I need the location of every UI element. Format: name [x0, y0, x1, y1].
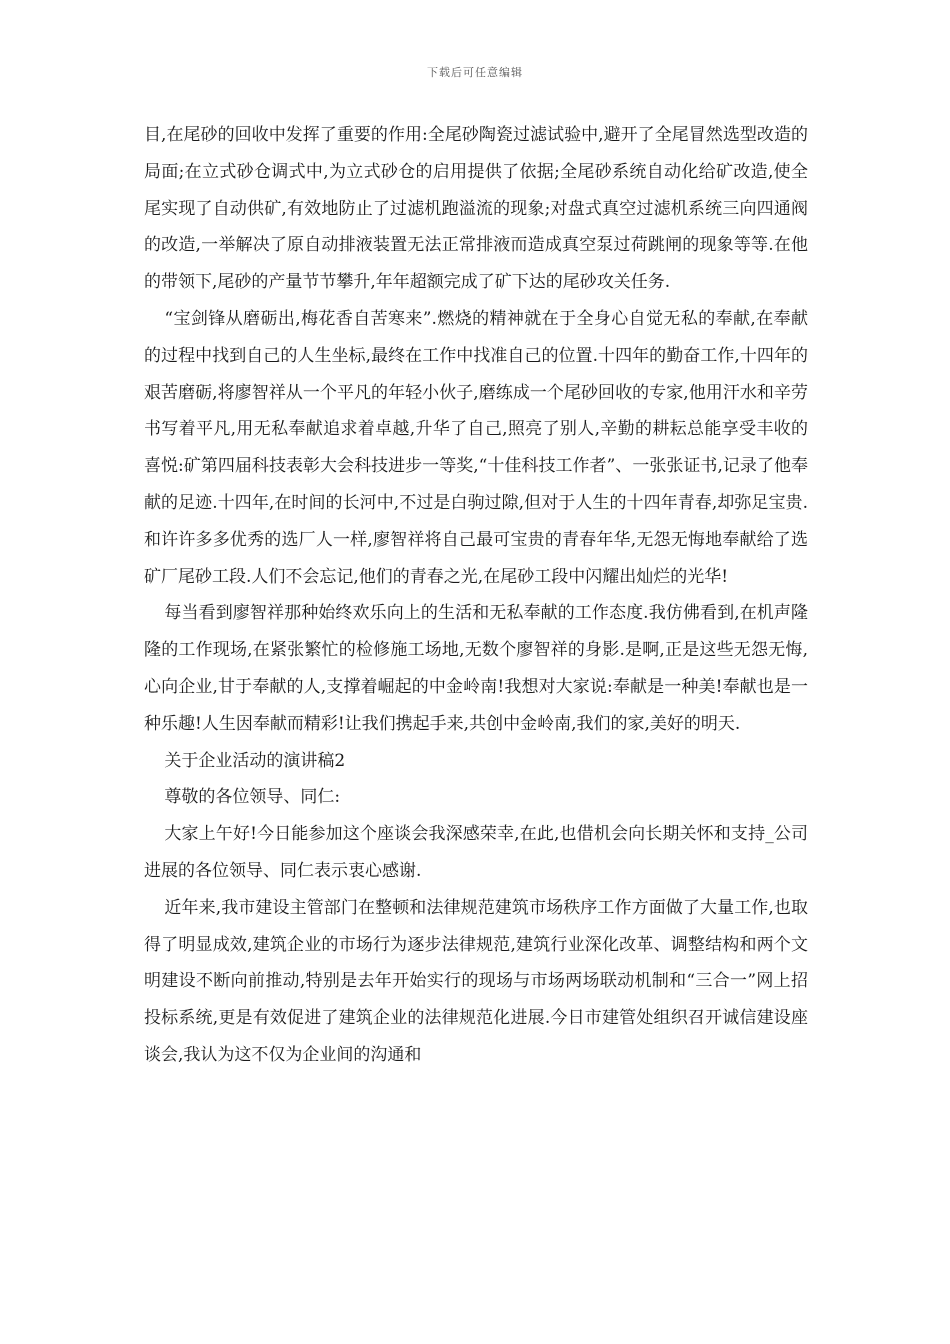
document-body: [144, 117, 808, 1074]
speech-title: 关于企业活动的演讲稿2: [164, 750, 346, 771]
page-header: 下载后可任意编辑: [427, 66, 523, 79]
paragraph-recent-years: 近年来,我市建设主管部门在整顿和法律规范建筑市场秩序工作方面做了大量工作,也取得了明显成效,建筑企业的市场行为逐步法律规范,建筑行业深化改革、调整结构和两个文明建设不断向前推动,特别是去年开始实行的现场与市场两场联动机制和“三合一”网上招投标系统,更是有效促进了建筑企业的法律规范化进展.今日市建管处组织召开诚信建设座谈会,我认为这不仅为企业间的沟通和: [144, 897, 808, 1065]
speech-salutation: 尊敬的各位领导、同仁:: [164, 787, 341, 808]
paragraph-greeting: 大家上午好!今日能参加这个座谈会我深感荣幸,在此,也借机会向长期关怀和支持_公司进展的各位领导、同仁表示衷心感谢.: [144, 824, 808, 881]
paragraph-quote: “宝剑锋从磨砺出,梅花香自苦寒来”.燃烧的精神就在于全身心自觉无私的奉献,在奉献的过程中找到自己的人生坐标,最终在工作中找准自己的位置.十四年的勤奋工作,十四年的艰苦磨砺,将廖智祥从一个平凡的年轻小伙子,磨练成一个尾砂回收的专家,他用汗水和辛劳书写着平凡,用无私奉献追求着卓越,升华了自己,照亮了别人,辛勤的耕耘总能享受丰收的喜悦:矿第四届科技表彰大会科技进步一等奖,“十佳科技工作者”、一张张证书,记录了他奉献的足迹.十四年,在时间的长河中,不过是白驹过隙,但对于人生的十四年青春,却弥足宝贵.和许许多多优秀的选厂人一样,廖智祥将自己最可宝贵的青春年华,无怨无悔地奉献给了选矿厂尾砂工段.人们不会忘记,他们的青春之光,在尾砂工段中闪耀出灿烂的光华!: [144, 308, 808, 587]
paragraph-dedication: 每当看到廖智祥那种始终欢乐向上的生活和无私奉献的工作态度.我仿佛看到,在机声隆隆的工作现场,在紧张繁忙的检修施工场地,无数个廖智祥的身影.是啊,正是这些无怨无悔,心向企业,甘于奉献的人,支撑着崛起的中金岭南!我想对大家说:奉献是一种美!奉献也是一种乐趣!人生因奉献而精彩!让我们携起手来,共创中金岭南,我们的家,美好的明天.: [144, 603, 808, 734]
paragraph-continuation: 目,在尾砂的回收中发挥了重要的作用:全尾砂陶瓷过滤试验中,避开了全尾冒然选型改造的局面;在立式砂仓调式中,为立式砂仓的启用提供了依据;全尾砂系统自动化给矿改造,使全尾实现了自动供矿,有效地防止了过滤机跑溢流的现象;对盘式真空过滤机系统三向四通阀的改造,一举解决了原自动排液装置无法正常排液而造成真空泵过荷跳闸的现象等等.在他的带领下,尾砂的产量节节攀升,年年超额完成了矿下达的尾砂攻关任务.: [144, 125, 808, 293]
